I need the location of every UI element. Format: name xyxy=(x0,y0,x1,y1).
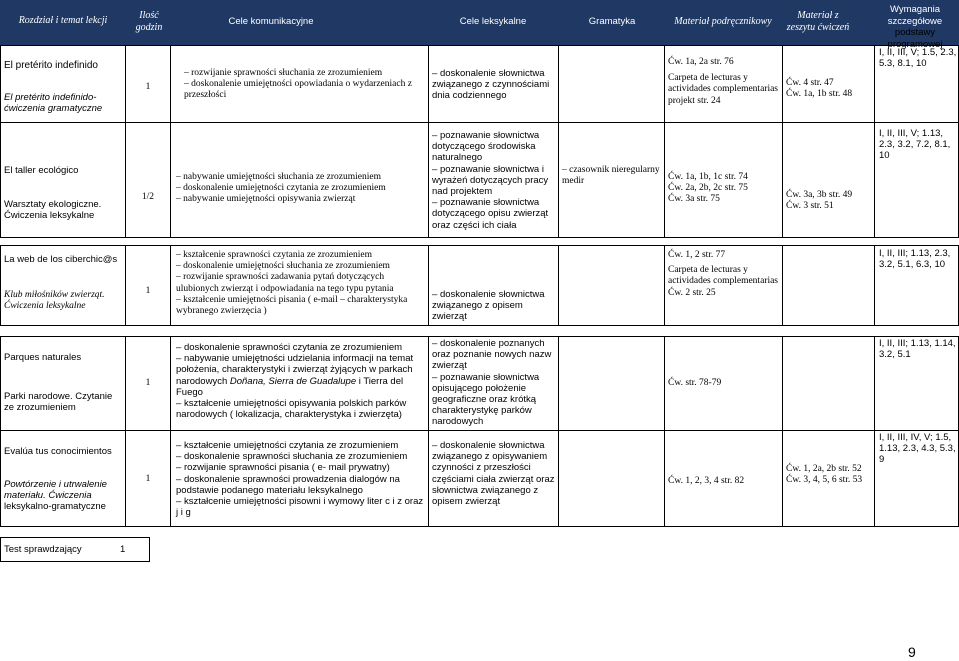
row1-topic-main: El pretérito indefinido xyxy=(4,60,98,71)
row4-textbook: Ćw. str. 78-79 xyxy=(668,378,722,388)
row4-topic-sub: Parki narodowe. Czytanie ze zrozumieniem xyxy=(4,391,113,414)
row2-requirements: I, II, III, V; 1.13, 2.3, 3.2, 7.2, 8.1, 10 xyxy=(879,128,951,162)
row1-hours: 1 xyxy=(145,82,151,92)
row5-hours: 1 xyxy=(145,474,151,484)
row4-requirements: I, II, III; 1.13, 1.14, 3.2, 5.1 xyxy=(879,338,956,361)
row3-requirements: I, II, III; 1.13, 2.3, 3.2, 5.1, 6.3, 10 xyxy=(879,248,951,271)
row5-lexis: – doskonalenie słownictwa związanego z opisywaniem czynności z przeszłości częściami ciała zwierząt oraz słownictwa związanego z opisem zwierząt xyxy=(432,440,555,508)
row2-topic-main: El taller ecológico xyxy=(4,165,79,176)
row3-topic-sub: Klub miłośników zwierząt. Ćwiczenia leksykalne xyxy=(4,290,105,312)
header-lexical-goals: Cele leksykalne xyxy=(459,16,527,27)
table-header xyxy=(0,0,959,45)
row2-workbook: Ćw. 3a, 3b str. 49 Ćw. 3 str. 51 xyxy=(786,190,853,212)
row1-workbook: Ćw. 4 str. 47 Ćw. 1a, 1b str. 48 xyxy=(786,78,853,100)
header-communication-goals: Cele komunikacyjne xyxy=(228,16,314,27)
row3-hours: 1 xyxy=(145,286,151,296)
row1-lexis: – doskonalenie słownictwa związanego z czynnościami dnia codziennego xyxy=(432,68,550,102)
row5-textbook: Ćw. 1, 2, 3, 4 str. 82 xyxy=(668,476,745,486)
row1-requirements: I, II, III, V; 1.5, 2.3, 5.3, 8.1, 10 xyxy=(879,47,957,70)
header-workbook: Materiał z zeszytu ćwiczeń xyxy=(786,10,850,33)
row5-goals: – kształcenie umiejętności czytania ze zrozumieniem – doskonalenie sprawności słuchania ze zrozumieniem – rozwijanie sprawności pisania ( e- mail prywatny) – doskonalenie sprawności prowadzenia dialogów na podstawie podanego materiału leksykalnego – kształcenie umiejętności pisowni i wymowy liter c i z oraz j i g xyxy=(176,440,424,519)
row4-topic-main: Parques naturales xyxy=(4,352,82,363)
row3-topic-main: La web de los ciberchic@s xyxy=(4,254,118,265)
row4-lexis: – doskonalenie poznanych oraz poznanie nowych nazw zwierząt – poznawanie słownictwa opisującego położenie geograficzne oraz krótką charakterystykę parków narodowych xyxy=(432,338,552,428)
header-grammar: Gramatyka xyxy=(588,16,636,27)
row4-goals: – doskonalenie sprawności czytania ze zrozumieniem – nabywanie umiejętności udzielania informacji na temat położenia, charakterystyki i zwierząt żyjących w parkach narodowych Doñana, Sierra de Guadalupe i Tierra del Fuego – kształcenie umiejętności opisywania polskich parków narodowych ( lokalizacja, charakterystyka i zwierzęta) xyxy=(176,342,414,421)
row2-lexis: – poznawanie słownictwa dotyczącego środowiska naturalnego – poznawanie słownictwa i wyrażeń dotyczących pracy nad projektem – poznawanie słownictwa dotyczącego opisu zwierząt oraz części ich ciała xyxy=(432,130,549,231)
row3-lexis: – doskonalenie słownictwa związanego z opisem zwierząt xyxy=(432,289,545,323)
row1-goals: – rozwijanie sprawności słuchania ze zrozumieniem – doskonalenie umiejętności opowiadania o wydarzeniach z przeszłości xyxy=(184,68,412,101)
row5-requirements: I, II, III, IV, V; 1.5, 1.13, 2.3, 4.3, 5.3, 9 xyxy=(879,432,956,466)
row3-textbook: Ćw. 1, 2 str. 77 Carpeta de lecturas y actividades complementarias Ćw. 2 str. 25 xyxy=(668,250,778,298)
row5-topic-main: Evalúa tus conocimientos xyxy=(4,446,112,457)
header-topic: Rozdział i temat lekcji xyxy=(18,15,108,26)
row1-topic-sub: El pretérito indefinido- ćwiczenia gramatyczne xyxy=(4,92,103,115)
header-hours: Ilość godzin xyxy=(135,10,163,33)
header-requirements-b: podstawy xyxy=(894,27,936,38)
row2-hours: 1/2 xyxy=(141,192,155,202)
page-number: 9 xyxy=(908,644,916,660)
row2-textbook: Ćw. 1a, 1b, 1c str. 74 Ćw. 2a, 2b, 2c str. 75 Ćw. 3a str. 75 xyxy=(668,172,748,205)
row2-goals: – nabywanie umiejętności słuchania ze zrozumieniem – doskonalenie umiejętności czytania ze zrozumieniem – nabywanie umiejętności opisywania zwierząt xyxy=(176,172,386,205)
test-hours: 1 xyxy=(120,544,126,555)
row5-workbook: Ćw. 1, 2a, 2b str. 52 Ćw. 3, 4, 5, 6 str. 53 xyxy=(786,464,863,486)
row1-textbook: Ćw. 1a, 2a str. 76 Carpeta de lecturas y actividades complementarias projekt str. 24 xyxy=(668,57,778,106)
row2-grammar: – czasownik nieregularny medir xyxy=(562,165,660,187)
row2-topic-sub: Warsztaty ekologiczne. Ćwiczenia leksykalne xyxy=(4,199,102,222)
row5-topic-sub: Powtórzenie i utrwalenie materiału. Ćwiczenia leksykalno-gramatyczne xyxy=(4,479,107,513)
row4-hours: 1 xyxy=(145,378,151,388)
test-label: Test sprawdzający xyxy=(4,544,82,555)
header-textbook: Materiał podręcznikowy xyxy=(674,16,772,27)
header-requirements-a: Wymagania szczegółowe xyxy=(887,4,943,27)
row3-goals: – kształcenie sprawności czytania ze zrozumieniem – doskonalenie umiejętności słuchania ze zrozumieniem – rozwijanie sprawności zadawania pytań dotyczących ulubionych zwierząt i odpowiadania na tego typu pytania – kształcenie umiejętności pisania ( e-mail – charakterystyka wybranego zwierzęcia ) xyxy=(176,250,408,317)
